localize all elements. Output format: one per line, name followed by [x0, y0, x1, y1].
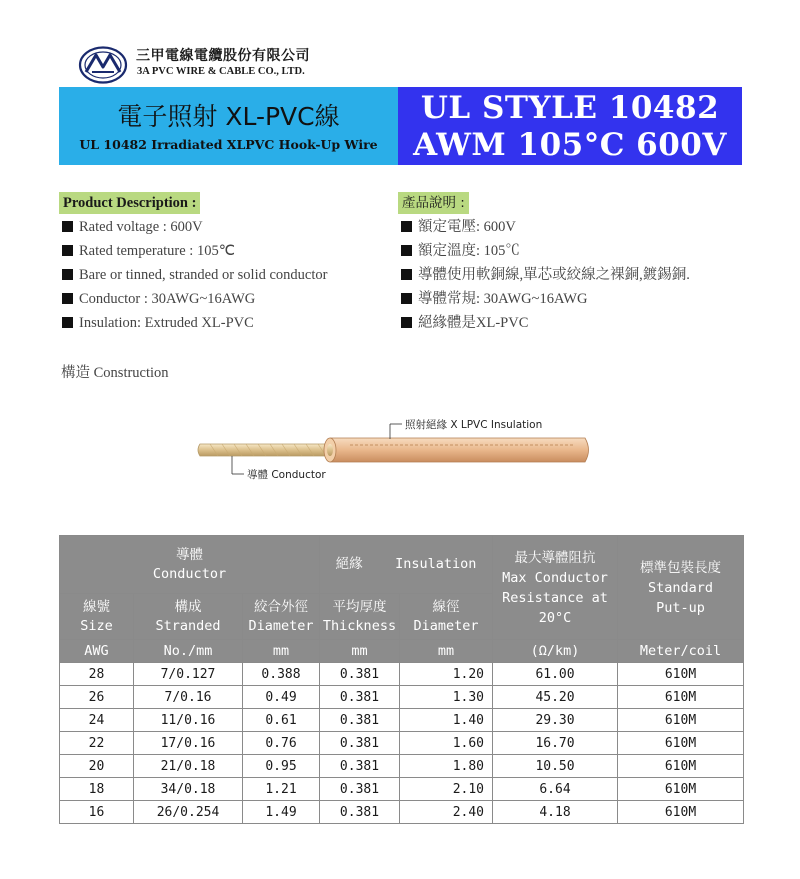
square-bullet-icon	[401, 245, 412, 256]
thickness-cell: 0.381	[320, 755, 400, 778]
thickness-cell: 0.381	[320, 663, 400, 686]
ins-diameter-cell: 1.60	[400, 732, 493, 755]
resistance-cell: 45.20	[493, 686, 618, 709]
diameter-cell: 0.49	[243, 686, 320, 709]
size-cell: 28	[60, 663, 134, 686]
stranded-cell: 7/0.127	[134, 663, 243, 686]
ins-diameter-cell: 2.40	[400, 801, 493, 824]
list-item: 導體常規: 30AWG~16AWG	[401, 287, 690, 311]
table-row	[60, 663, 744, 686]
conductor-group-header: 導體 Conductor	[60, 536, 320, 594]
list-item: Rated voltage : 600V	[62, 215, 327, 239]
size-cell: 18	[60, 778, 134, 801]
list-item: Bare or tinned, stranded or solid conductor	[62, 263, 327, 287]
size-cell: 26	[60, 686, 134, 709]
ins-diameter-cell: 2.10	[400, 778, 493, 801]
putup-cell: 610M	[618, 663, 744, 686]
square-bullet-icon	[62, 317, 73, 328]
thickness-cell: 0.381	[320, 709, 400, 732]
company-name-en: 3A PVC WIRE & CABLE CO., LTD.	[137, 66, 305, 77]
list-item: Rated temperature : 105℃	[62, 239, 327, 263]
square-bullet-icon	[62, 293, 73, 304]
ins-diameter-cell: 1.80	[400, 755, 493, 778]
unit-cell: mm	[320, 640, 400, 663]
ins-diameter-cell: 1.20	[400, 663, 493, 686]
specification-table-body	[60, 663, 744, 824]
list-item: Conductor : 30AWG~16AWG	[62, 287, 327, 311]
putup-cell: 610M	[618, 709, 744, 732]
product-description-heading-zh: 產品說明 :	[398, 192, 469, 214]
product-title-en: UL 10482 Irradiated XLPVC Hook-Up Wire	[79, 137, 378, 152]
product-description-list	[62, 215, 327, 335]
insulation-group-header: 絕緣 Insulation	[320, 536, 493, 594]
stranded-cell: 7/0.16	[134, 686, 243, 709]
standard-putup-header: 標準包裝長度 Standard Put-up	[618, 536, 744, 640]
product-description-list-zh	[401, 215, 690, 335]
col-ins-diameter-header: 線徑 Diameter	[400, 594, 493, 640]
thickness-cell: 0.381	[320, 686, 400, 709]
stranded-cell: 17/0.16	[134, 732, 243, 755]
col-size-header: 線號 Size	[60, 594, 134, 640]
stranded-cell: 21/0.18	[134, 755, 243, 778]
size-cell: 16	[60, 801, 134, 824]
table-row	[60, 755, 744, 778]
unit-cell: No./mm	[134, 640, 243, 663]
thickness-cell: 0.381	[320, 778, 400, 801]
square-bullet-icon	[62, 221, 73, 232]
resistance-cell: 4.18	[493, 801, 618, 824]
specification-table	[59, 535, 744, 824]
diameter-cell: 0.76	[243, 732, 320, 755]
table-row	[60, 778, 744, 801]
putup-cell: 610M	[618, 801, 744, 824]
banner-style-panel	[398, 87, 742, 165]
product-title-zh: 電子照射 XL-PVC線	[117, 102, 340, 131]
stranded-cell: 26/0.254	[134, 801, 243, 824]
ins-diameter-cell: 1.30	[400, 686, 493, 709]
cable-illustration	[190, 408, 610, 488]
table-row	[60, 801, 744, 824]
company-name-zh: 三甲電線電纜股份有限公司	[136, 48, 310, 64]
diameter-cell: 1.49	[243, 801, 320, 824]
list-item: 導體使用軟銅線,單芯或絞線之裸銅,鍍錫銅.	[401, 263, 690, 287]
thickness-cell: 0.381	[320, 732, 400, 755]
diameter-cell: 0.61	[243, 709, 320, 732]
insulation-label: 照射絕緣 X LPVC Insulation	[405, 419, 543, 431]
size-cell: 20	[60, 755, 134, 778]
square-bullet-icon	[401, 293, 412, 304]
ul-style-label: UL STYLE 10482	[420, 90, 720, 126]
list-item: 額定電壓: 600V	[401, 215, 690, 239]
putup-cell: 610M	[618, 686, 744, 709]
banner-title-panel	[59, 87, 398, 165]
list-item: 額定溫度: 105℃	[401, 239, 690, 263]
resistance-cell: 29.30	[493, 709, 618, 732]
diameter-cell: 1.21	[243, 778, 320, 801]
resistance-cell: 10.50	[493, 755, 618, 778]
thickness-cell: 0.381	[320, 801, 400, 824]
square-bullet-icon	[401, 269, 412, 280]
3a-logo-icon	[78, 45, 128, 85]
size-cell: 22	[60, 732, 134, 755]
putup-cell: 610M	[618, 755, 744, 778]
table-row	[60, 709, 744, 732]
square-bullet-icon	[62, 269, 73, 280]
square-bullet-icon	[401, 221, 412, 232]
unit-cell: mm	[400, 640, 493, 663]
max-resistance-header: 最大導體阻抗 Max Conductor Resistance at 20°C	[493, 536, 618, 640]
unit-cell: mm	[243, 640, 320, 663]
awm-rating-label: AWM 105°C 600V	[413, 127, 727, 163]
stranded-cell: 11/0.16	[134, 709, 243, 732]
table-row	[60, 686, 744, 709]
product-description-heading: Product Description :	[59, 192, 200, 214]
unit-cell: AWG	[60, 640, 134, 663]
col-thickness-header: 平均厚度 Thickness	[320, 594, 400, 640]
conductor-label: 導體 Conductor	[247, 469, 326, 481]
ins-diameter-cell: 1.40	[400, 709, 493, 732]
diameter-cell: 0.95	[243, 755, 320, 778]
unit-cell: (Ω/km)	[493, 640, 618, 663]
square-bullet-icon	[62, 245, 73, 256]
table-row	[60, 732, 744, 755]
resistance-cell: 61.00	[493, 663, 618, 686]
putup-cell: 610M	[618, 732, 744, 755]
putup-cell: 610M	[618, 778, 744, 801]
list-item: Insulation: Extruded XL-PVC	[62, 311, 327, 335]
size-cell: 24	[60, 709, 134, 732]
square-bullet-icon	[401, 317, 412, 328]
resistance-cell: 6.64	[493, 778, 618, 801]
diameter-cell: 0.388	[243, 663, 320, 686]
col-stranded-header: 構成 Stranded	[134, 594, 243, 640]
resistance-cell: 16.70	[493, 732, 618, 755]
construction-heading: 構造 Construction	[61, 365, 169, 381]
unit-cell: Meter/coil	[618, 640, 744, 663]
list-item: 絕緣體是XL-PVC	[401, 311, 690, 335]
col-diameter-header: 絞合外徑 Diameter	[243, 594, 320, 640]
stranded-cell: 34/0.18	[134, 778, 243, 801]
